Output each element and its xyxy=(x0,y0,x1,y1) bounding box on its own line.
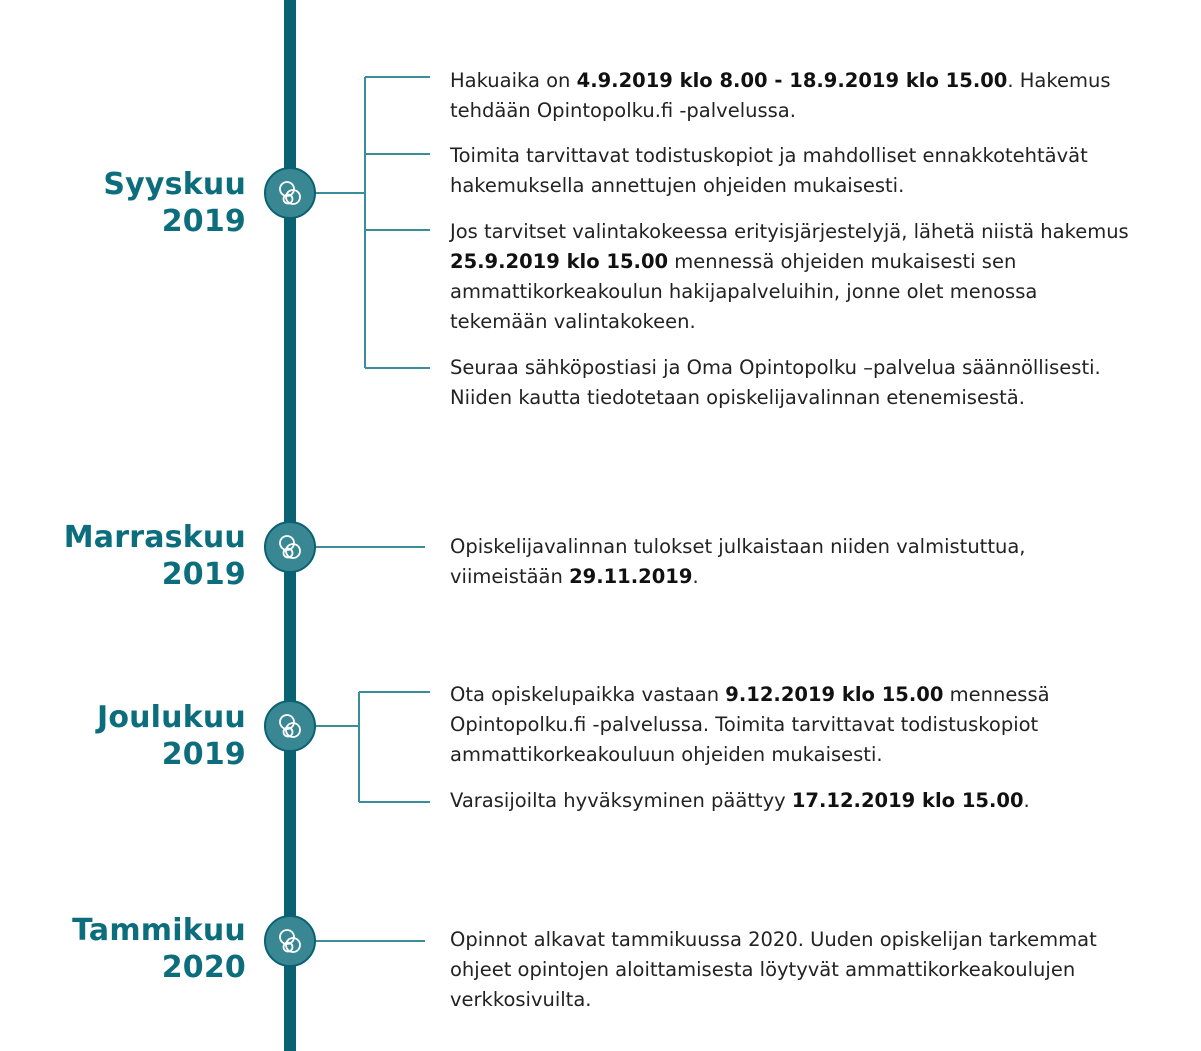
timeline-node xyxy=(265,168,315,218)
event-item-text: . xyxy=(692,565,699,588)
event-item-text: Seuraa sähköpostiasi ja Oma Opintopolku –palvelua säännöllisesti. Niiden kautta tiedotetaan opiskelijavalinnan etenemisestä. xyxy=(450,356,1101,409)
event-date-label xyxy=(46,519,246,593)
event-item-text: . xyxy=(1023,789,1030,812)
event-item xyxy=(450,925,1140,1015)
highlighted-deadline: 29.11.2019 xyxy=(569,565,693,588)
event-item xyxy=(450,353,1140,413)
event-item xyxy=(450,141,1140,201)
event-month: Tammikuu xyxy=(72,913,246,948)
event-year: 2019 xyxy=(161,557,246,592)
event-item xyxy=(450,66,1140,126)
event-item-text: Opiskelijavalinnan tulokset julkaistaan niiden valmistuttua, viimeistään xyxy=(450,535,1026,588)
event-year: 2020 xyxy=(161,950,246,985)
highlighted-deadline: 25.9.2019 klo 15.00 xyxy=(450,250,669,273)
event-item xyxy=(450,217,1140,337)
timeline-node xyxy=(265,701,315,751)
event-item xyxy=(450,786,1140,816)
event-item-text: Toimita tarvittavat todistuskopiot ja mahdolliset ennakkotehtävät hakemuksella annettujen ohjeiden mukaisesti. xyxy=(450,144,1088,197)
event-month: Marraskuu xyxy=(63,520,246,555)
event-year: 2019 xyxy=(161,737,246,772)
event-item-text: Hakuaika on xyxy=(450,69,577,92)
event-date-label xyxy=(46,166,246,240)
timeline-node xyxy=(265,522,315,572)
event-item xyxy=(450,680,1140,770)
event-month: Syyskuu xyxy=(103,167,246,202)
event-item-text: Varasijoilta hyväksyminen päättyy xyxy=(450,789,792,812)
event-item-text: Opinnot alkavat tammikuussa 2020. Uuden opiskelijan tarkemmat ohjeet opintojen aloittamisesta löytyvät ammattikorkeakoulujen verkkosivuilta. xyxy=(450,928,1097,1011)
event-month: Joulukuu xyxy=(96,700,246,735)
highlighted-deadline: 9.12.2019 klo 15.00 xyxy=(725,683,944,706)
event-item-text: Ota opiskelupaikka vastaan xyxy=(450,683,726,706)
event-date-label xyxy=(46,699,246,773)
event-item-text: mennessä ohjeiden mukaisesti sen ammattikorkeakoulun hakijapalveluihin, jonne olet menossa tekemään valintakokeen. xyxy=(450,250,1038,333)
highlighted-deadline: 4.9.2019 klo 8.00 - 18.9.2019 klo 15.00 xyxy=(576,69,1008,92)
event-item-text: . Hakemus tehdään Opintopolku.fi -palvelussa. xyxy=(450,69,1111,122)
event-item-text: mennessä Opintopolku.fi -palvelussa. Toimita tarvittavat todistuskopiot ammattikorkeakouluun ohjeiden mukaisesti. xyxy=(450,683,1050,766)
timeline-node xyxy=(265,916,315,966)
highlighted-deadline: 17.12.2019 klo 15.00 xyxy=(791,789,1024,812)
event-year: 2019 xyxy=(161,204,246,239)
event-item-text: Jos tarvitset valintakokeessa erityisjärjestelyjä, lähetä niistä hakemus xyxy=(450,220,1129,243)
event-item xyxy=(450,532,1140,592)
event-date-label xyxy=(46,912,246,986)
